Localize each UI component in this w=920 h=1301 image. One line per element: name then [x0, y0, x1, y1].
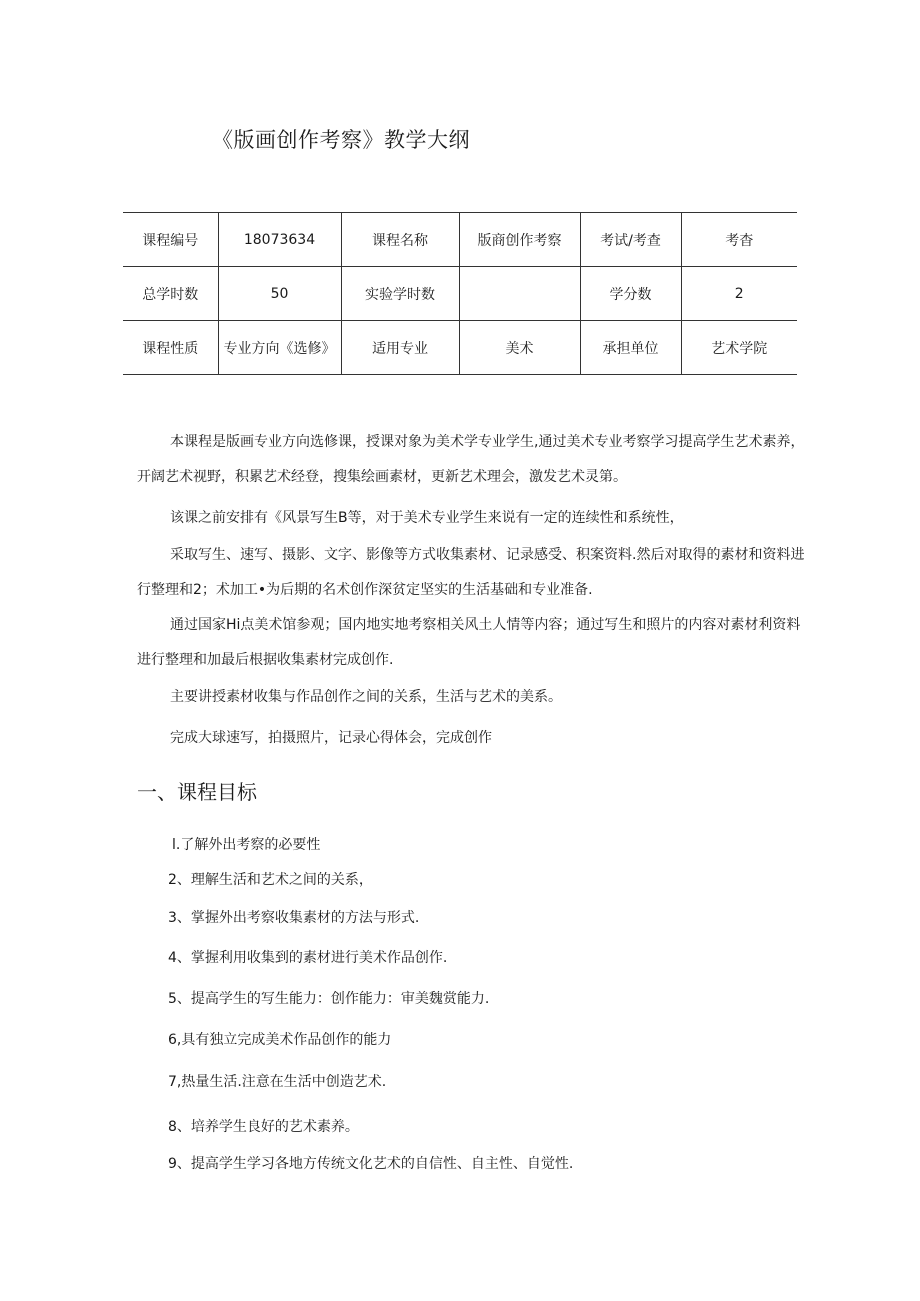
table-cell: 学分数	[580, 267, 681, 321]
table-row	[123, 321, 797, 375]
table-cell: 承担单位	[580, 321, 681, 375]
table-cell: 50	[218, 267, 341, 321]
table-cell: 适用专业	[341, 321, 459, 375]
goal-item: 6,具有独立完成美术作品创作的能力	[168, 1032, 392, 1048]
table-cell: 课程编号	[123, 213, 218, 267]
course-info-table	[123, 212, 797, 375]
table-cell: 版商创作考察	[459, 213, 580, 267]
table-cell: 课程名称	[341, 213, 459, 267]
table-cell: 考杳	[681, 213, 797, 267]
section-heading: 一、课程目标	[137, 780, 257, 804]
goal-item: 8、培养学生良好的艺术素养。	[168, 1119, 359, 1135]
table-cell: 美术	[459, 321, 580, 375]
table-cell: 2	[681, 267, 797, 321]
intro-paragraph: 主要讲授素材收集与作品创作之间的关系，生活与艺术的美系。	[170, 689, 562, 705]
table-cell: 总学时数	[123, 267, 218, 321]
table-row	[123, 213, 797, 267]
goal-item: 2、理解生活和艺术之间的关系，	[168, 872, 373, 888]
table-cell: 考试/考查	[580, 213, 681, 267]
table-cell: 艺术学院	[681, 321, 797, 375]
intro-paragraph: 通过国家Hi点美术馆参观；国内地实地考察相关风土人情等内容；通过写生和照片的内容对素材利资料进行整理和加最后根据收集素材完成创作.	[137, 617, 801, 668]
goal-item: l.了解外出考察的必要性	[172, 837, 321, 853]
goal-item: 4、掌握利用收集到的素材进行美术作品创作.	[168, 950, 448, 966]
goal-item: 5、提高学生的写生能力：创作能力：审美魏赏能力.	[168, 991, 490, 1007]
intro-paragraph: 本课程是版画专业方向选修课，授课对象为美术学专业学生,通过美术专业考察学习提高学生艺术素养，开阔艺术视野，积累艺术经登，搜集绘画素材，更新艺术理会，激发艺术灵第。	[137, 434, 805, 485]
table-cell: 课程性质	[123, 321, 218, 375]
table-cell: 专业方向《选修》	[218, 321, 341, 375]
intro-paragraph: 采取写生、速写、摄影、文字、影像等方式收集素材、记录感受、积案资料.然后对取得的素材和资料进行整理和2；术加工•为后期的名术创作深贫定坚实的生活基础和专业准备.	[137, 547, 805, 598]
table-cell: 18073634	[218, 213, 341, 267]
table-row	[123, 267, 797, 321]
goal-item: 3、掌握外出考察收集素材的方法与形式.	[168, 910, 420, 926]
intro-paragraph: 完成大球速写，拍摄照片，记录心得体会，完成创作	[170, 730, 492, 746]
table-cell	[459, 267, 580, 321]
table-cell: 实验学时数	[341, 267, 459, 321]
goal-item: 9、提高学生学习各地方传统文化艺术的自信性、自主性、自觉性.	[168, 1156, 574, 1172]
goal-item: 7,热量生活.注意在生活中创造艺术.	[168, 1074, 387, 1090]
intro-paragraph: 该课之前安排有《风景写生B等，对于美术专业学生来说有一定的连续性和系统性，	[170, 510, 684, 526]
document-title: 《版画创作考察》教学大纲	[212, 128, 470, 152]
